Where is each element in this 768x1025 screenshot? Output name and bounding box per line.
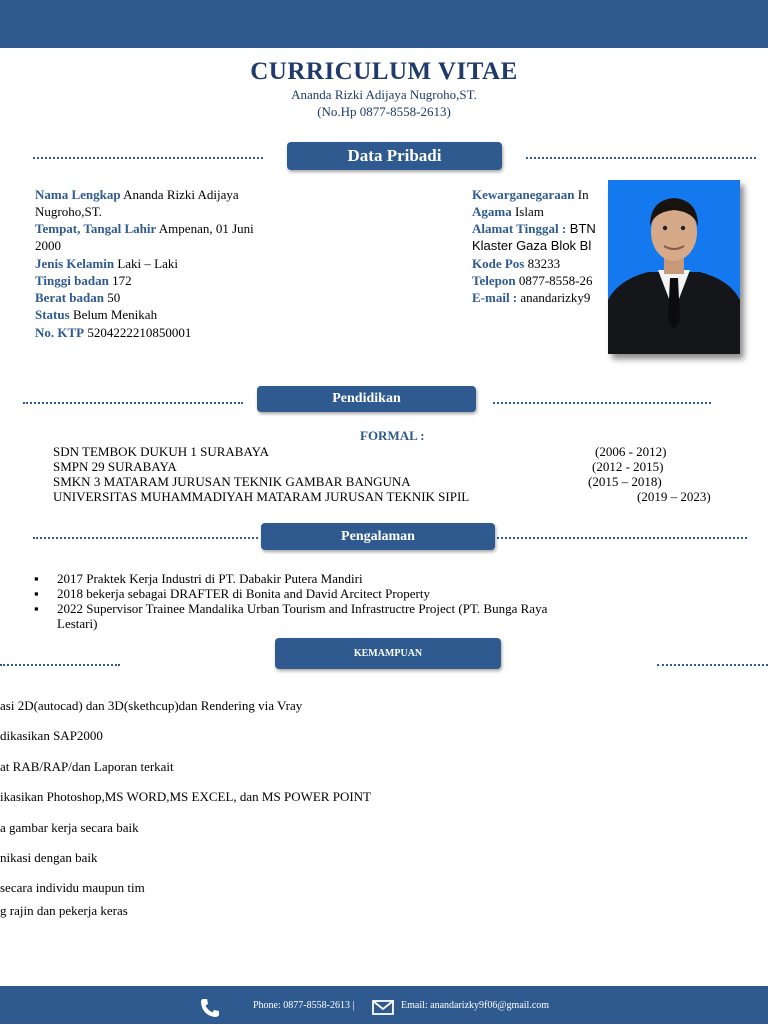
skill-item: asi 2D(autocad) dan 3D(skethcup)dan Rendering via Vray <box>0 698 303 713</box>
field-alamat-cont: Klaster Gaza Blok Bl <box>472 238 592 253</box>
field-nama-cont: Nugroho,ST. <box>35 204 102 219</box>
field-alamat: Alamat Tinggal : BTN <box>472 221 596 236</box>
divider-left <box>0 664 120 666</box>
divider-left <box>33 157 263 159</box>
section-kemampuan: KEMAMPUAN <box>275 638 501 669</box>
divider-right <box>493 402 711 404</box>
bullet-icon: ▪ <box>34 601 39 616</box>
experience-item: 2017 Praktek Kerja Industri di PT. Dabakir Putera Mandiri <box>57 571 363 586</box>
education-school: SMPN 29 SURABAYA <box>53 459 177 474</box>
skill-item: a gambar kerja secara baik <box>0 820 139 835</box>
experience-item-cont: Lestari) <box>57 616 98 631</box>
field-ktp: No. KTP 5204222210850001 <box>35 325 192 340</box>
section-pengalaman: Pengalaman <box>261 523 495 550</box>
footer-phone: Phone: 0877-8558-2613 | <box>253 1000 355 1011</box>
divider-left <box>33 537 258 539</box>
cv-name: Ananda Rizki Adijaya Nugroho,ST. <box>291 87 477 102</box>
footer-email: Email: anandarizky9f06@gmail.com <box>401 1000 550 1011</box>
skill-item: g rajin dan pekerja keras <box>0 903 128 918</box>
field-status: Status Belum Menikah <box>35 307 158 322</box>
field-nama: Nama Lengkap Ananda Rizki Adijaya <box>35 187 239 202</box>
field-ttl-cont: 2000 <box>35 238 61 253</box>
skill-item: dikasikan SAP2000 <box>0 728 103 743</box>
divider-right <box>526 157 756 159</box>
education-school: SMKN 3 MATARAM JURUSAN TEKNIK GAMBAR BANGUNA <box>53 474 411 489</box>
bullet-icon: ▪ <box>34 586 39 601</box>
person-portrait-icon <box>608 180 740 354</box>
skill-item: at RAB/RAP/dan Laporan terkait <box>0 759 174 774</box>
education-formal-heading: FORMAL : <box>360 428 425 443</box>
field-jenis-kelamin: Jenis Kelamin Laki – Laki <box>35 256 178 271</box>
experience-item: 2022 Supervisor Trainee Mandalika Urban Tourism and Infrastructre Project (PT. Bunga Raya <box>57 601 548 616</box>
divider-left <box>23 402 243 404</box>
cv-phone: (No.Hp 0877-8558-2613) <box>317 104 451 119</box>
field-tinggi: Tinggi badan 172 <box>35 273 132 288</box>
skill-item: secara individu maupun tim <box>0 880 145 895</box>
skill-item: ikasikan Photoshop,MS WORD,MS EXCEL, dan MS POWER POINT <box>0 789 372 804</box>
cv-title: CURRICULUM VITAE <box>250 58 518 85</box>
bullet-icon: ▪ <box>34 571 39 586</box>
education-years: (2006 - 2012) <box>595 444 667 459</box>
field-kewarganegaraan: Kewarganegaraan In <box>472 187 589 202</box>
field-kode-pos: Kode Pos 83233 <box>472 256 561 271</box>
field-agama: Agama Islam <box>472 204 544 219</box>
education-school: UNIVERSITAS MUHAMMADIYAH MATARAM JURUSAN TEKNIK SIPIL <box>53 489 470 504</box>
education-years: (2015 – 2018) <box>588 474 662 489</box>
education-school: SDN TEMBOK DUKUH 1 SURABAYA <box>53 444 269 459</box>
divider-right <box>657 664 768 666</box>
profile-photo <box>608 180 740 354</box>
field-ttl: Tempat, Tangal Lahir Ampenan, 01 Juni <box>35 221 254 236</box>
education-years: (2012 - 2015) <box>592 459 664 474</box>
skill-item: nikasi dengan baik <box>0 850 98 865</box>
divider-right <box>497 537 747 539</box>
section-data-pribadi: Data Pribadi <box>287 142 502 170</box>
experience-item: 2018 bekerja sebagai DRAFTER di Bonita and David Arcitect Property <box>57 586 430 601</box>
section-pendidikan: Pendidikan <box>257 386 476 412</box>
field-email: E-mail : anandarizky9 <box>472 290 591 305</box>
email-icon <box>371 995 395 1024</box>
field-telepon: Telepon 0877-8558-26 <box>472 273 593 288</box>
top-banner <box>0 0 768 48</box>
field-berat: Berat badan 50 <box>35 290 121 305</box>
education-years: (2019 – 2023) <box>637 489 711 504</box>
phone-icon <box>198 996 222 1025</box>
